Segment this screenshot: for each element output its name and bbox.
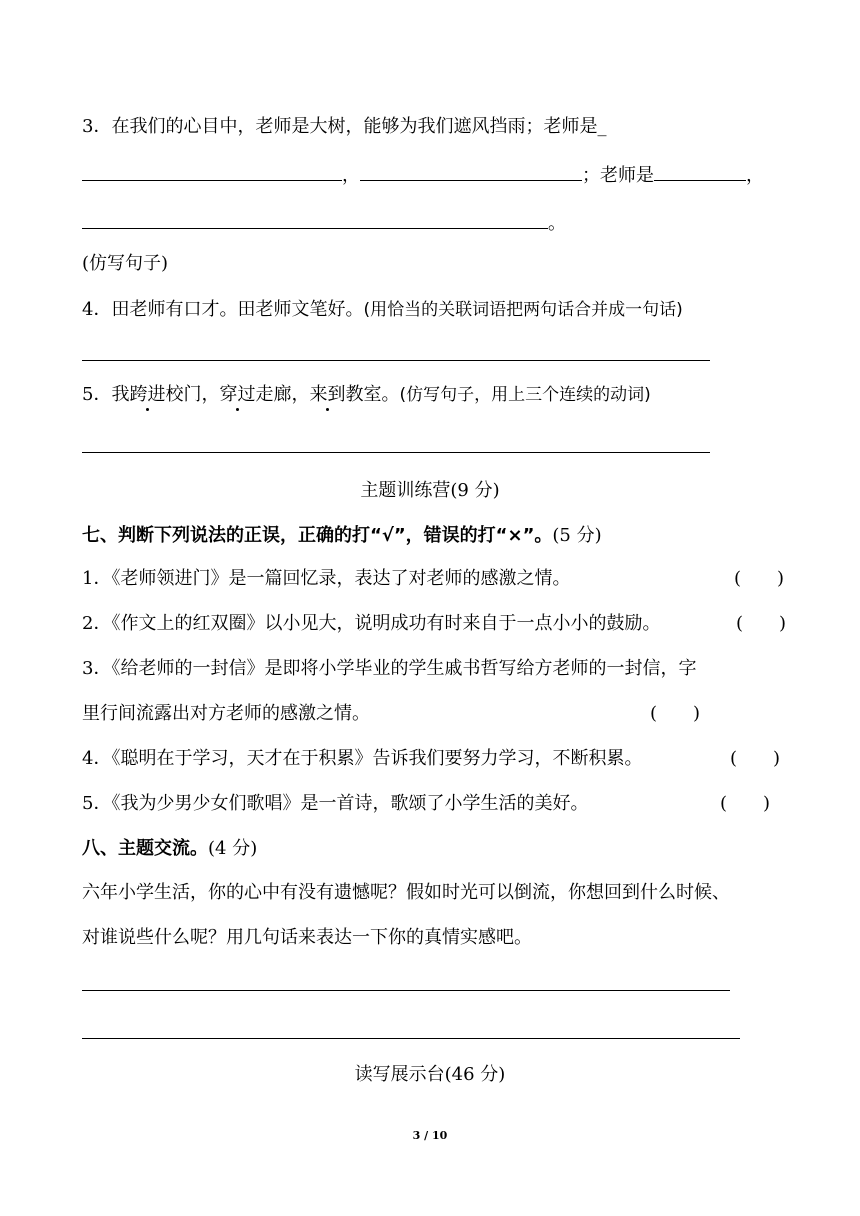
page-number: 3 / 10 [412,1129,448,1142]
section8-title-line [82,836,257,862]
s7-answer-paren-5[interactable]: ( ) [720,793,771,814]
q3-teacher-is: ；老师是 [582,165,654,186]
s7-item-3-line-2: 里行间流露出对方老师的感激之情。 [82,703,370,724]
q4-line [82,297,683,323]
q3-text: 3．在我们的心目中，老师是大树，能够为我们遮风挡雨；老师是_ [82,116,607,137]
q3-comma-2: ， [746,165,764,186]
s7-item-3-line-1: 3．《给老师的一封信》是即将小学毕业的学生戚书哲写给方老师的一封信，字 [82,658,697,679]
q4-text: 4．田老师有口才。田老师文笔好。 [82,299,364,320]
section8-answer-line-2[interactable] [82,1038,740,1039]
section8-answer-line-1[interactable] [82,990,730,991]
section8-score: (4 分) [208,838,258,859]
q5-hint: (仿写句子，用上三个连续的动词) [399,385,651,405]
section8-prompt-2: 对谁说些什么呢？用几句话来表达一下你的真情实感吧。 [82,927,532,948]
q5-suffix: 教室。 [345,384,400,405]
section7-title-line [82,523,602,549]
s7-item-4: 4．《聪明在于学习，天才在于积累》告诉我们要努力学习，不断积累。 [82,748,643,769]
s7-answer-paren-4[interactable]: ( ) [730,748,781,769]
q5-line [82,382,651,408]
q4-hint: (用恰当的关联词语把两句话合并成一句话) [363,300,683,320]
section-read-write-heading: 读写展示台(46 分) [354,1064,506,1085]
q3-blank-2[interactable] [360,162,582,181]
q5-prefix: 5．我 [82,384,130,405]
q3-comma-1: ， [342,165,360,186]
s7-item-2: 2．《作文上的红双圈》以小见大，说明成功有时来自于一点小小的鼓励。 [82,613,661,634]
q5-mid-2: 走廊， [255,384,310,405]
q5-verb-2: 穿过 [219,384,256,405]
s7-answer-paren-1[interactable]: ( ) [734,568,785,589]
q3-blank-4[interactable] [82,210,548,229]
s7-item-5: 5．《我为少男少女们歌唱》是一首诗，歌颂了小学生活的美好。 [82,793,589,814]
q3-line-2 [82,162,764,189]
s7-item-1: 1．《老师领进门》是一篇回忆录，表达了对老师的感激之情。 [82,568,571,589]
section-theme-heading: 主题训练营(9 分) [360,480,500,501]
q5-mid-1: 校门， [165,384,220,405]
s7-answer-paren-3[interactable]: ( ) [650,703,701,724]
q5-answer-line[interactable] [82,452,710,453]
q5-verb-3: 来到 [309,384,346,405]
q3-blank-3[interactable] [654,162,746,181]
q4-answer-line[interactable] [82,360,710,361]
s7-answer-paren-2[interactable]: ( ) [736,613,787,634]
q3-period: 。 [548,213,566,234]
section8-title: 八、主题交流。 [82,838,208,859]
q3-line-1 [82,114,606,140]
q3-blank-1[interactable] [82,162,342,181]
section7-title: 七、判断下列说法的正误，正确的打“√”，错误的打“×”。 [82,525,553,546]
q5-verb-1: 跨进 [129,384,166,405]
section8-prompt-1: 六年小学生活，你的心中有没有遗憾呢？假如时光可以倒流，你想回到什么时候、 [82,882,730,903]
section7-score: (5 分) [552,525,602,546]
q3-line-3 [82,210,566,237]
q3-hint: (仿写句子) [82,253,169,274]
